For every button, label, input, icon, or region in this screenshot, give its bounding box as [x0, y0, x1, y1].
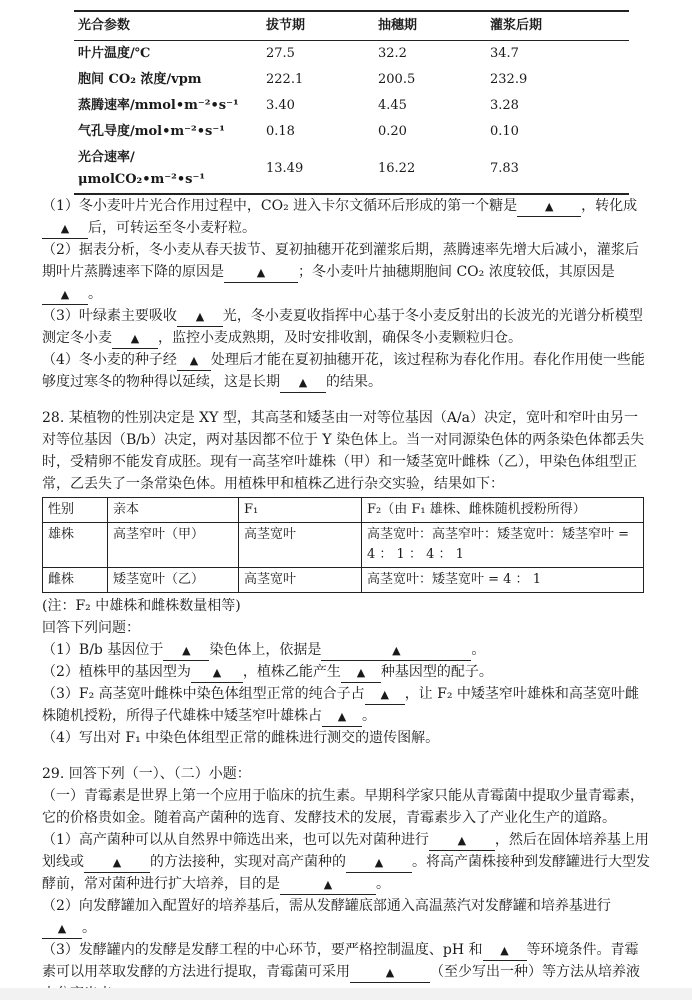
question-text: （3）F₂ 高茎宽叶雌株中染色体组型正常的纯合子占 [42, 686, 365, 702]
q28-part2 [42, 661, 650, 683]
answer-blank[interactable] [177, 307, 223, 327]
question-text: 。 [471, 642, 486, 658]
blank-marker: ▲ [385, 966, 395, 979]
table-cell: 3.28 [490, 98, 519, 113]
q27-part1 [42, 195, 650, 239]
question-text: （1）冬小麦叶片光合作用过程中，CO₂ 进入卡尔文循环后形成的第一个糖是 [42, 198, 518, 214]
table-cell: 16.22 [374, 145, 486, 194]
table-cell: 气孔导度/mol•m⁻²•s⁻¹ [78, 124, 225, 139]
blank-marker: ▲ [374, 856, 384, 869]
q28-part1 [42, 639, 650, 661]
question-text: 的结果。 [326, 374, 382, 390]
question-text: （2）植株甲的基因型为 [42, 664, 191, 680]
blank-marker: ▲ [457, 834, 467, 847]
blank-marker: ▲ [356, 666, 366, 679]
blank-marker: ▲ [57, 922, 67, 935]
question-text: 。 [82, 920, 96, 936]
question-text: （至少写出一种）等方法从培养液 [430, 964, 640, 980]
table-cell: 高茎窄叶（甲） [108, 523, 239, 568]
question-text: ，然后在固体培养基上用划线或 [42, 832, 649, 870]
answer-blank[interactable] [322, 707, 362, 727]
q28-intro: 28. 某植物的性别决定是 XY 型，其高茎和矮茎由一对等位基因（A/a）决定，宽叶和窄叶由另一对等位基因（B/b）决定，两对基因都不位于 Y 染色体上。当一对同源染色体的两条染色体都丢失时，受精卵不能发育成胚。现有一高茎窄叶雄株（甲）和一矮茎宽叶雌株（乙），甲染色体组型正常，乙丢失了一条常染色体。用植株甲和植株乙进行杂交实验，结果如下： [42, 410, 645, 492]
blank-marker: ▲ [60, 222, 70, 235]
table-cell: 0.18 [266, 124, 295, 139]
cross-experiment-table [42, 497, 644, 593]
q28-part4: （4）写出对 F₁ 中染色体组型正常的雌株进行测交的遗传图解。 [42, 730, 440, 746]
blank-marker: ▲ [323, 878, 333, 891]
answer-blank[interactable] [350, 963, 430, 983]
question-text: 。将高产菌株接种到发酵罐进行大型发酵前，常对菌种进行扩大培养，目的是 [42, 854, 650, 892]
answer-blank[interactable] [163, 641, 209, 661]
blank-marker: ▲ [189, 354, 199, 367]
question-text: ；冬小麦叶片抽穗期胞间 CO₂ 浓度较低，其原因是 [298, 264, 615, 280]
blank-marker: ▲ [380, 688, 389, 701]
table-header: 抽穗期 [374, 11, 486, 41]
answer-blank[interactable] [42, 285, 88, 305]
table-cell: 27.5 [266, 46, 295, 61]
blank-marker: ▲ [392, 644, 401, 657]
blank-marker: ▲ [60, 288, 70, 301]
answer-blank[interactable] [177, 351, 211, 371]
table-cell: 34.7 [490, 46, 519, 61]
blank-marker: ▲ [212, 666, 222, 679]
q27-part2 [42, 239, 650, 305]
table-cell: 232.9 [490, 72, 528, 87]
answer-blank[interactable] [517, 197, 581, 217]
table-cell: 矮茎宽叶（乙） [108, 568, 239, 593]
table-cell: 3.40 [266, 98, 295, 113]
question-text: （2）据表分析，冬小麦从春天拔节、夏初抽穗开花到灌浆后期，蒸腾速率先增大后减小，灌浆后期叶片蒸腾速率下降的原因是 [42, 242, 639, 280]
table-row [74, 145, 629, 194]
table-cell: 222.1 [266, 72, 304, 87]
table-row [74, 119, 629, 145]
blank-marker: ▲ [112, 856, 122, 869]
question-text: （4）冬小麦的种子经 [42, 352, 177, 368]
q28-answer-prompt: 回答下列问题： [42, 620, 140, 636]
table-cell: 雌株 [43, 568, 108, 593]
question-text: （1）高产菌种可以从自然界中筛选出来，也可以先对菌种进行 [42, 832, 429, 848]
answer-blank[interactable] [42, 919, 82, 939]
question-text: 处理后才能在夏初抽穗开花，该过程称为春化作用。春化作用使一些能够度过寒冬的物种得以延续，这是长期 [42, 352, 645, 390]
blank-marker: ▲ [298, 376, 308, 389]
blank-marker: ▲ [256, 266, 266, 279]
table-header: 灌浆后期 [486, 11, 629, 41]
table-cell: 高茎宽叶：矮茎宽叶 = 4 ： 1 [362, 568, 644, 593]
blank-marker: ▲ [500, 944, 509, 957]
table-header-row [43, 498, 644, 523]
answer-blank[interactable] [224, 263, 298, 283]
answer-blank[interactable] [280, 373, 326, 393]
answer-blank[interactable] [346, 853, 412, 873]
q28-note: (注：F₂ 中雄株和雌株数量相等) [42, 598, 241, 614]
table-cell: 叶片温度/℃ [78, 46, 151, 61]
table-cell: 200.5 [378, 72, 416, 87]
table-header: F₂（由 F₁ 雄株、雌株随机授粉所得） [362, 498, 644, 523]
answer-blank[interactable] [483, 941, 527, 961]
table-row [74, 41, 629, 68]
table-cell: 32.2 [378, 46, 407, 61]
answer-blank[interactable] [42, 219, 88, 239]
question-text: 染色体上，依据是 [209, 642, 322, 658]
blank-marker: ▲ [544, 200, 554, 213]
table-header: 拔节期 [262, 11, 374, 41]
question-text: 的方法接种，实现对高产菌种的 [150, 854, 346, 870]
page-bottom-bar [0, 988, 692, 1000]
table-header: F₁ [239, 498, 362, 523]
question-text: （3）发酵罐内的发酵是发酵工程的中心环节，要严格控制温度、pH 和 [42, 942, 483, 958]
table-cell: 高茎宽叶 [239, 523, 362, 568]
table-cell: 0.20 [378, 124, 407, 139]
q28-part3 [42, 683, 650, 727]
answer-blank[interactable] [84, 853, 150, 873]
table-row [43, 568, 644, 593]
table-cell: 7.83 [486, 145, 629, 194]
q29-title: 29. 回答下列（一）、（二）小题： [42, 766, 251, 782]
table-cell: 0.10 [490, 124, 519, 139]
blank-marker: ▲ [195, 310, 205, 323]
answer-blank[interactable] [365, 685, 405, 705]
answer-blank[interactable] [112, 329, 158, 349]
table-header: 性别 [43, 498, 108, 523]
question-text: 。 [88, 286, 102, 302]
q29-part2 [42, 895, 650, 939]
question-text: 。 [376, 876, 390, 892]
table-cell: 13.49 [262, 145, 374, 194]
question-text: 。 [362, 708, 376, 724]
question-text: （1）B/b 基因位于 [42, 642, 164, 658]
blank-marker: ▲ [182, 644, 191, 657]
q29-part1 [42, 829, 650, 895]
question-text: 后，可转运至冬小麦籽粒。 [88, 220, 256, 236]
table-header: 亲本 [108, 498, 239, 523]
table-cell: 4.45 [378, 98, 407, 113]
question-text: ，让 F₂ 中矮茎窄叶雄株和高茎宽叶雌株随机授粉，所得子代雄株中矮茎窄叶雄株占 [42, 686, 639, 724]
answer-blank[interactable] [321, 641, 471, 661]
question-text: ，监控小麦成熟期，及时安排收割，确保冬小麦颗粒归仓。 [158, 330, 522, 346]
answer-blank[interactable] [280, 875, 376, 895]
question-text: （3）叶绿素主要吸收 [42, 308, 177, 324]
question-text: （2）向发酵罐加入配置好的培养基后，需从发酵罐底部通入高温蒸汽对发酵罐和培养基进行 [42, 898, 611, 914]
table-row [74, 67, 629, 93]
question-text: 光，冬小麦夏收指挥中心基于冬小麦反射出的长波光的光谱分析模型测定冬小麦 [42, 308, 643, 346]
photosynthesis-parameter-table [74, 10, 629, 195]
table-row [43, 523, 644, 568]
answer-blank[interactable] [191, 663, 243, 683]
table-row [74, 93, 629, 119]
blank-marker: ▲ [337, 710, 347, 723]
question-text: 等环境条件。青霉素可以用萃取发酵的方法进行提取，青霉菌可采用 [42, 942, 639, 980]
answer-blank[interactable] [341, 663, 381, 683]
q27-part3 [42, 305, 650, 349]
table-cell: 胞间 CO₂ 浓度/vpm [78, 72, 202, 87]
table-cell: 雄株 [43, 523, 108, 568]
table-header: 光合参数 [74, 11, 262, 41]
question-text: ，植株乙能产生 [242, 664, 341, 680]
answer-blank[interactable] [429, 831, 495, 851]
table-cell: 高茎宽叶 [239, 568, 362, 593]
question-text: 种基因型的配子。 [380, 664, 493, 680]
q29-intro: （一）青霉素是世界上第一个应用于临床的抗生素。早期科学家只能从青霉菌中提取少量青霉素，它的价格贵如金。随着高产菌种的选育、发酵技术的发展，青霉素步入了产业化生产的道路。 [42, 788, 644, 826]
question-text: ，转化成 [581, 198, 638, 214]
blank-marker: ▲ [130, 332, 140, 345]
table-cell: 蒸腾速率/mmol•m⁻²•s⁻¹ [78, 98, 239, 113]
q27-part4 [42, 349, 650, 393]
table-header-row [74, 11, 629, 41]
table-cell: 光合速率/μmolCO₂•m⁻²•s⁻¹ [74, 145, 262, 194]
table-cell: 高茎宽叶：高茎窄叶：矮茎宽叶：矮茎窄叶 = 4 ： 1 ： 4 ： 1 [362, 523, 644, 568]
